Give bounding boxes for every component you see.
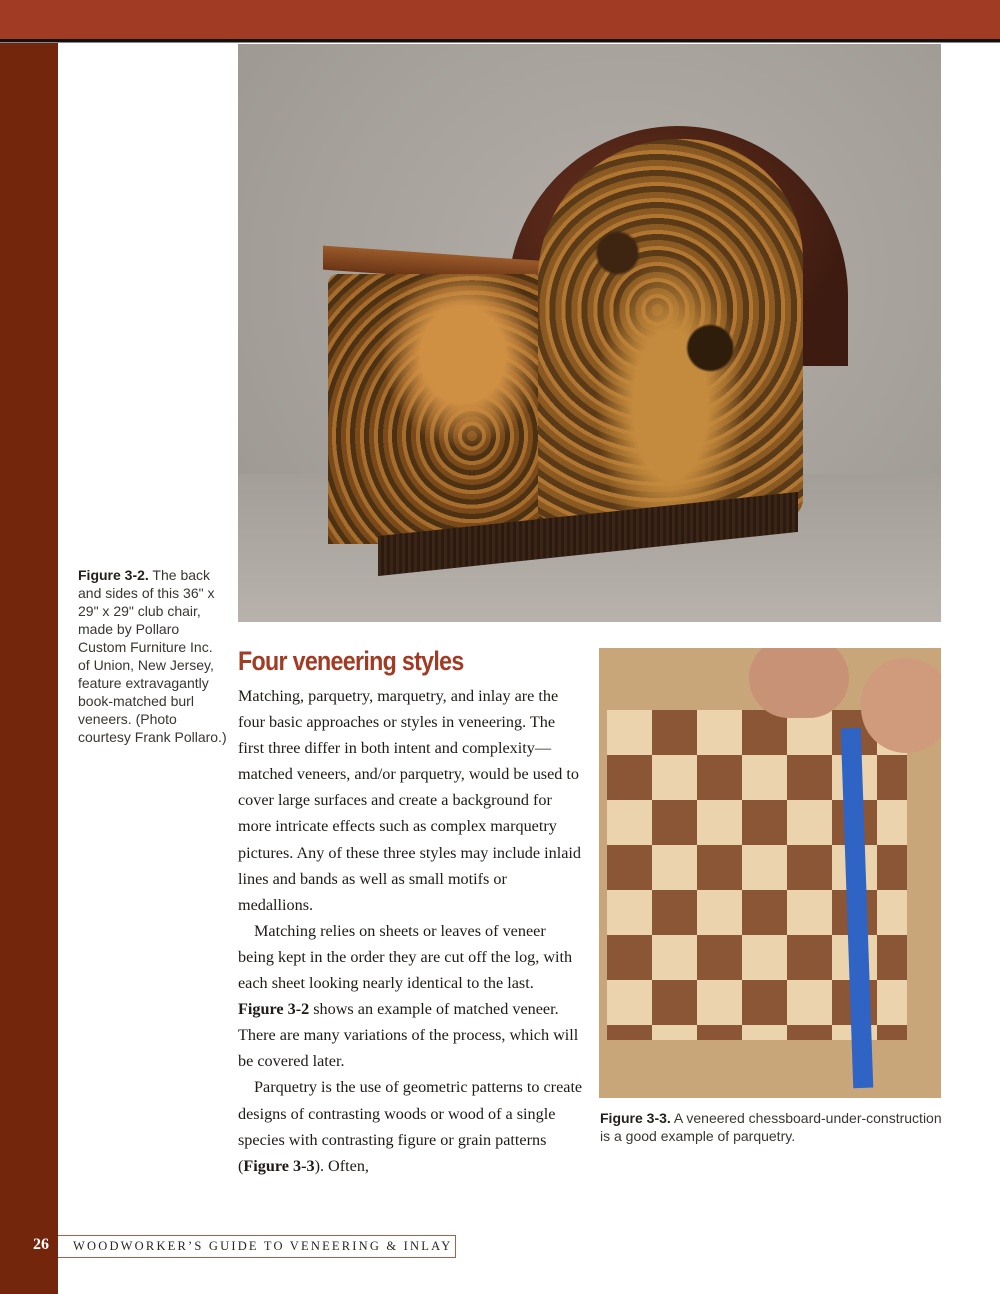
paragraph-3 [238,1074,583,1178]
paragraph-text: ). Often, [314,1156,369,1175]
paragraph-text: Matching relies on sheets or leaves of veneer being kept in the order they are cut off the log, with each sheet looking nearly identical to the last. [238,921,573,993]
figure-3-3-label: Figure 3-3. [600,1110,671,1126]
paragraph-text: shows an example of matched veneer. There are many variations of the process, which will be covered later. [238,1000,579,1071]
figure-reference: Figure 3-2 [238,1000,310,1019]
header-rule-thin [0,42,1000,43]
left-margin-band [0,43,58,1294]
running-footer [58,1235,456,1258]
figure-3-2-caption-text: The back and sides of this 36" x 29" x 29" club chair, made by Pollaro Custom Furniture Inc. of Union, New Jersey, feature extravagantly book-matched burl veneers. (Photo courtesy Frank Pollaro.) [78,567,227,745]
figure-3-2-caption [78,566,228,746]
hand-left [749,648,849,718]
paragraph-1 [238,683,583,918]
article-body [238,683,583,1179]
figure-3-3-photo [599,648,941,1098]
figure-3-3-caption-text: A veneered chessboard-under-construction is a good example of parquetry. [600,1110,942,1144]
figure-3-3-caption [600,1109,945,1145]
running-title: WOODWORKER’S GUIDE TO VENEERING & INLAY [73,1239,453,1253]
chair-back-burl [538,139,803,519]
section-heading: Four veneering styles [238,646,464,676]
paragraph-text: Matching, parquetry, marquetry, and inlay are the four basic approaches or styles in veneering. The first three differ in both intent and complexity—matched veneers, and/or parquetry, would be used to cover large surfaces and create a background for more intricate effects such as complex marquetry pictures. Any of these three styles may include inlaid lines and bands as well as small motifs or medallions. [238,687,581,914]
paragraph-text: Parquetry is the use of geometric patterns to create designs of contrasting woods or wood of a single species with contrasting figure or grain patterns ( [238,1078,583,1175]
header-bar [0,0,1000,39]
figure-3-2-label: Figure 3-2. [78,567,149,583]
figure-3-2-photo [238,44,941,622]
figure-reference: Figure 3-3 [243,1156,315,1175]
page-number: 26 [33,1236,49,1253]
hand-right [861,658,941,753]
paragraph-2 [238,918,583,1075]
